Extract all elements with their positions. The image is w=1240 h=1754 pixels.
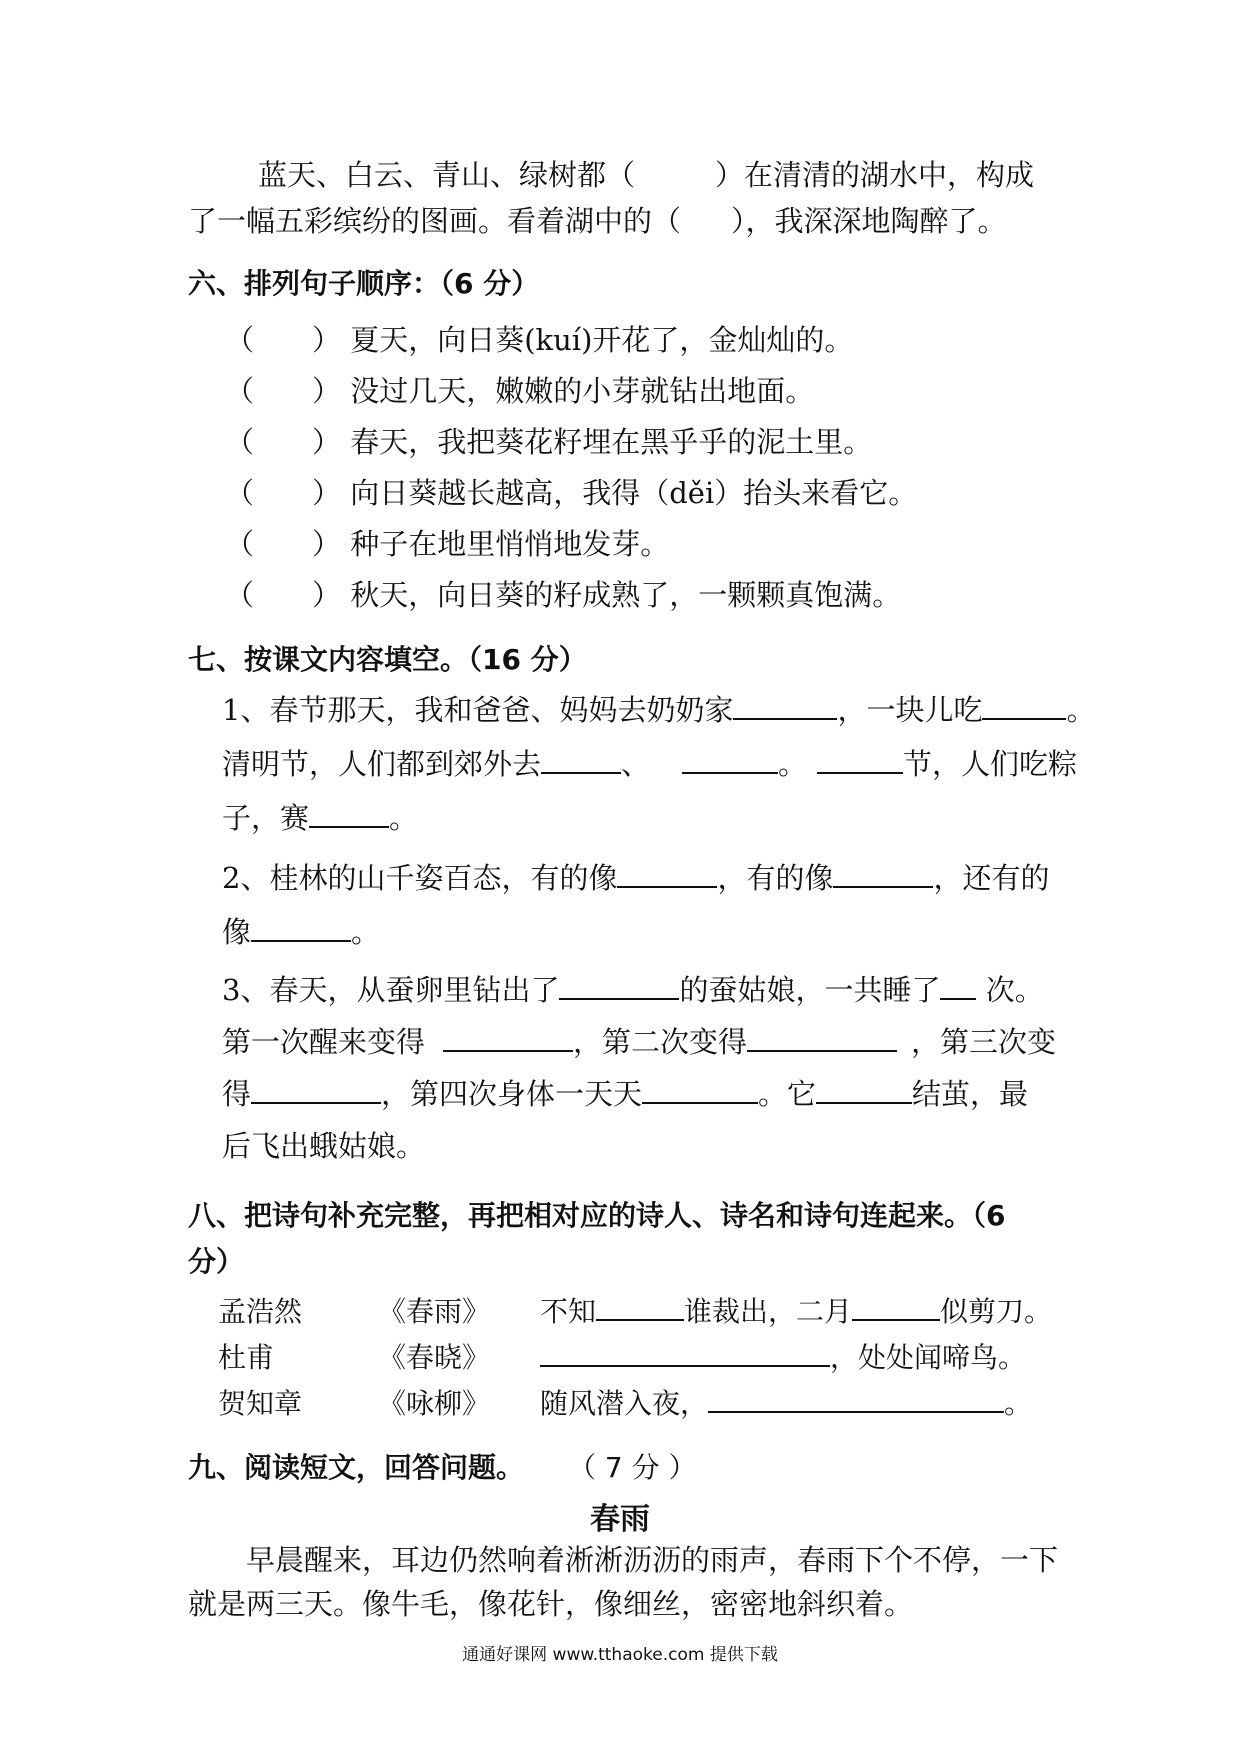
text: 得 (222, 1077, 252, 1111)
blank (816, 1076, 912, 1104)
poem-line (540, 1338, 1026, 1378)
poet-name: 贺知章 (218, 1387, 303, 1420)
blank (251, 914, 351, 942)
blank (682, 746, 778, 774)
question-1-line-3 (222, 798, 418, 838)
text: 。 (1066, 693, 1096, 727)
list-item (225, 575, 901, 615)
sentence: 种子在地里悄悄地发芽。 (350, 527, 670, 561)
blank (309, 800, 389, 828)
poet-name: 孟浩然 (218, 1295, 303, 1328)
blank (540, 1339, 830, 1367)
sentence: 秋天，向日葵的籽成熟了，一颗颗真饱满。 (350, 578, 902, 612)
text: ，第四次身体一天天 (381, 1077, 643, 1111)
answer-paren: （ ） (225, 527, 342, 561)
question-2-line-1 (222, 858, 1049, 898)
text: 九、阅读短文，回答问题。 (188, 1451, 525, 1484)
text: 不知 (540, 1295, 597, 1328)
passage-line-2: 就是两三天。像牛毛，像花针，像细丝，密密地斜织着。 (188, 1587, 914, 1621)
section-9-heading (188, 1448, 697, 1488)
text: 清明节，人们都到郊外去 (222, 747, 542, 781)
text: 、 (621, 747, 651, 781)
text: 后飞出蛾姑娘。 (222, 1129, 426, 1163)
sentence: 没过几天，嫩嫩的小芽就钻出地面。 (350, 374, 815, 408)
blank (708, 1385, 1004, 1413)
blank (642, 1076, 758, 1104)
blank (817, 746, 903, 774)
text: 结茧，最 (912, 1077, 1029, 1111)
poem-title: 《咏柳》 (378, 1387, 491, 1420)
text: 像 (222, 915, 252, 949)
text: ）在清清的湖水中，构成 (715, 158, 1035, 192)
blank (747, 1024, 897, 1052)
text: 。 (389, 801, 419, 835)
text: 。 (778, 747, 808, 781)
fill-paragraph-line-1 (258, 155, 1034, 195)
text: ，还有的 (933, 861, 1050, 895)
poet-name: 杜甫 (218, 1341, 275, 1374)
sentence: 春天，我把葵花籽埋在黑乎乎的泥土里。 (350, 425, 873, 459)
question-3-line-1 (222, 970, 1044, 1010)
list-item (225, 524, 669, 564)
blank (251, 1076, 381, 1104)
question-3-line-3 (222, 1074, 1028, 1114)
blank (982, 692, 1066, 720)
question-2-line-2 (222, 912, 380, 952)
page-footer: 通通好课网 www.tthaoke.com 提供下载 (462, 1645, 778, 1665)
list-item (225, 422, 872, 462)
blank (617, 860, 717, 888)
list-item (225, 371, 814, 411)
text: 谁裁出，二月 (684, 1295, 853, 1328)
text: ，第三次变 (911, 1025, 1057, 1059)
poem-title: 《春晓》 (378, 1341, 491, 1374)
text: 子，赛 (222, 801, 310, 835)
section-8-heading-cont: 分） (188, 1245, 245, 1278)
text: 3、春天，从蚕卵里钻出了 (222, 973, 560, 1007)
passage-title: 春雨 (590, 1502, 650, 1537)
text: 。它 (758, 1077, 817, 1111)
text: 随风潜入夜， (540, 1387, 709, 1420)
text: 1、春节那天，我和爸爸、妈妈去奶奶家 (222, 693, 734, 727)
blank (852, 1293, 940, 1321)
blank (940, 972, 976, 1000)
text: ，有的像 (717, 861, 834, 895)
passage-line-1: 早晨醒来，耳边仍然响着淅淅沥沥的雨声，春雨下个不停，一下 (246, 1543, 1059, 1577)
answer-paren: （ ） (225, 425, 342, 459)
text: 似剪刀。 (940, 1295, 1053, 1328)
score: （ 7 分 ） (568, 1451, 697, 1484)
answer-paren: （ ） (225, 323, 342, 357)
text: 节，人们吃粽 (903, 747, 1078, 781)
blank (559, 972, 679, 1000)
section-7-heading: 七、按课文内容填空。（16 分） (188, 643, 587, 676)
blank (443, 1024, 573, 1052)
text: 蓝天、白云、青山、绿树都（ (258, 158, 636, 192)
poem-line (540, 1384, 1032, 1424)
text: 第一次醒来变得 (222, 1025, 426, 1059)
question-1-line-1 (222, 690, 1095, 730)
blank (733, 692, 837, 720)
list-item (225, 473, 917, 513)
section-6-heading: 六、排列句子顺序：（6 分） (188, 267, 540, 300)
text: 。 (1004, 1387, 1033, 1420)
sentence: 向日葵越长越高，我得（děi）抬头来看它。 (350, 476, 918, 510)
text: 了一幅五彩缤纷的图画。看着湖中的（ (188, 204, 682, 238)
poem-line (540, 1292, 1052, 1332)
text: ，第二次变得 (573, 1025, 748, 1059)
text: 。 (351, 915, 381, 949)
answer-paren: （ ） (225, 374, 342, 408)
answer-paren: （ ） (225, 578, 342, 612)
list-item (225, 320, 853, 360)
text: 次。 (985, 973, 1044, 1007)
fill-paragraph-line-2 (188, 201, 1007, 241)
text: 的蚕姑娘，一共睡了 (679, 973, 941, 1007)
poem-title: 《春雨》 (378, 1295, 491, 1328)
text: ，一块儿吃 (837, 693, 983, 727)
question-3-line-4 (222, 1126, 425, 1166)
text: ），我深深地陶醉了。 (731, 204, 1007, 238)
text: 2、桂林的山千姿百态，有的像 (222, 861, 618, 895)
blank (596, 1293, 684, 1321)
blank (833, 860, 933, 888)
text: ，处处闻啼鸟。 (830, 1341, 1027, 1374)
blank (541, 746, 621, 774)
question-1-line-2 (222, 744, 1077, 784)
answer-paren: （ ） (225, 476, 342, 510)
question-3-line-2 (222, 1022, 1056, 1062)
section-8-heading: 八、把诗句补充完整，再把相对应的诗人、诗名和诗句连起来。（6 (188, 1199, 1006, 1232)
sentence: 夏天，向日葵(kuí)开花了，金灿灿的。 (350, 323, 854, 357)
